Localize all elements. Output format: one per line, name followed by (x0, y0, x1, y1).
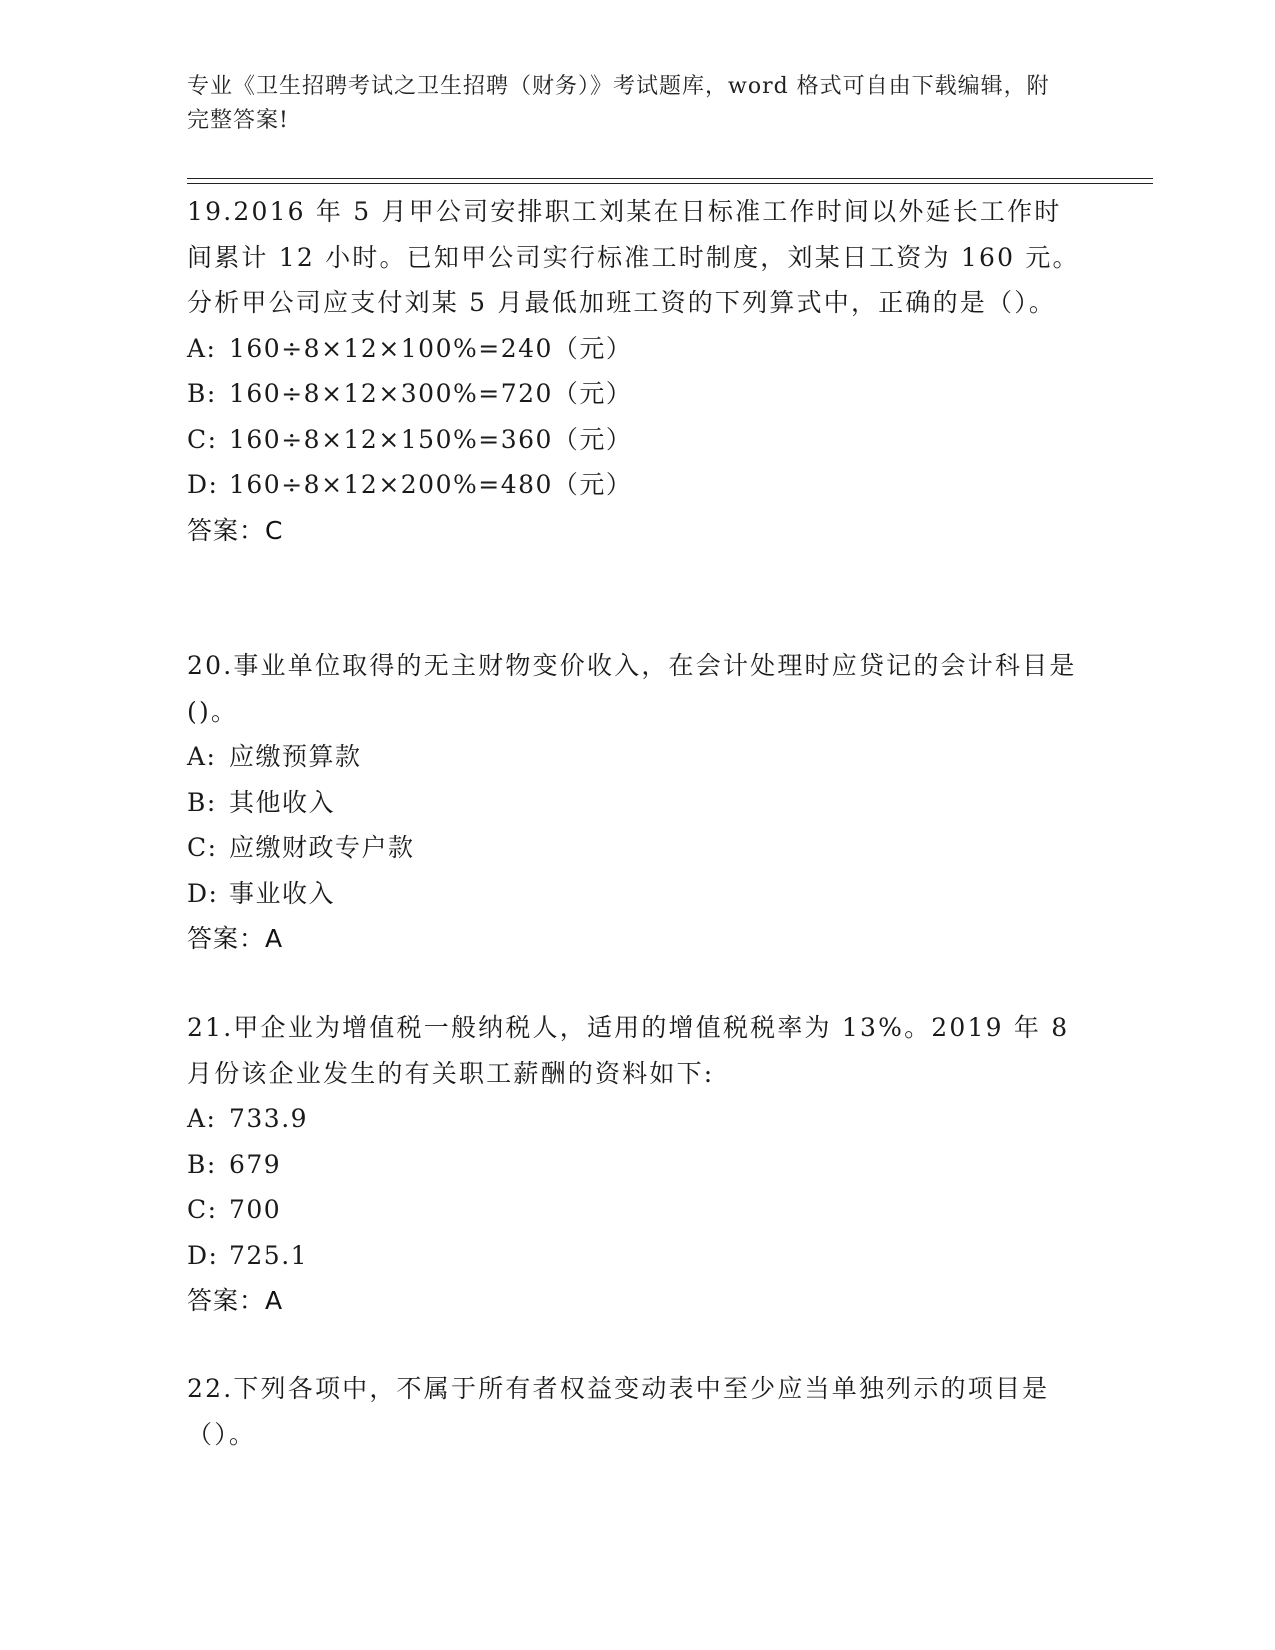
question-21 (187, 1005, 1087, 1324)
option-text: 160÷8×12×100%=240（元） (229, 333, 633, 363)
option-key: C: (187, 833, 218, 862)
answer: 答案：A (187, 1286, 284, 1315)
option-b (187, 371, 1087, 417)
option-a (187, 326, 1087, 372)
option-key: C: (187, 424, 218, 454)
document-header: 专业《卫生招聘考试之卫生招聘（财务）》考试题库，word 格式可自由下载编辑，附完整答案! (187, 74, 1050, 133)
option-a (187, 1096, 1087, 1142)
option-key: B: (187, 787, 217, 817)
option-d (187, 462, 1087, 508)
option-key: B: (187, 379, 217, 408)
question-stem: 20.事业单位取得的无主财物变价收入，在会计处理时应贷记的会计科目是()。 (187, 651, 1077, 726)
answer: 答案：A (187, 924, 284, 953)
option-key: D: (187, 470, 219, 499)
option-text: 160÷8×12×150%=360（元） (229, 424, 633, 454)
option-key: A: (187, 742, 217, 771)
option-text: 事业收入 (229, 878, 336, 908)
question-stem: 21.甲企业为增值税一般纳税人，适用的增值税税率为 13%。2019 年 8 月份该企业发生的有关职工薪酬的资料如下: (187, 1013, 1070, 1088)
option-text: 160÷8×12×300%=720（元） (229, 379, 633, 408)
option-text: 679 (229, 1149, 282, 1179)
option-key: D: (187, 878, 219, 908)
option-key: B: (187, 1149, 217, 1179)
question-20 (187, 643, 1087, 962)
option-b (187, 1142, 1087, 1188)
option-key: A: (187, 1104, 217, 1133)
option-c (187, 825, 1087, 871)
option-a (187, 734, 1087, 780)
option-text: 应缴财政专户款 (229, 833, 415, 862)
header-divider-bottom (187, 183, 1153, 184)
option-text: 733.9 (229, 1104, 309, 1133)
header-divider-top (187, 178, 1153, 179)
option-text: 725.1 (229, 1240, 309, 1270)
answer: 答案：C (187, 515, 284, 545)
option-text: 700 (229, 1195, 282, 1224)
option-text: 160÷8×12×200%=480（元） (229, 470, 633, 499)
option-b (187, 780, 1087, 826)
option-key: A: (187, 333, 217, 363)
option-text: 其他收入 (229, 787, 336, 817)
question-stem: 22.下列各项中，不属于所有者权益变动表中至少应当单独列示的项目是（）。 (187, 1374, 1050, 1449)
option-d (187, 871, 1087, 917)
question-22 (187, 1366, 1087, 1457)
option-c (187, 417, 1087, 463)
question-19 (187, 189, 1087, 553)
option-d (187, 1233, 1087, 1279)
option-key: D: (187, 1240, 219, 1270)
option-key: C: (187, 1195, 218, 1224)
question-stem: 19.2016 年 5 月甲公司安排职工刘某在日标准工作时间以外延长工作时间累计 12 小时。已知甲公司实行标准工时制度，刘某日工资为 160 元。分析甲公司应支付刘某 5 月最低加班工资的下列算式中，正确的是（）。 (187, 197, 1080, 317)
option-c (187, 1187, 1087, 1233)
option-text: 应缴预算款 (229, 742, 362, 771)
